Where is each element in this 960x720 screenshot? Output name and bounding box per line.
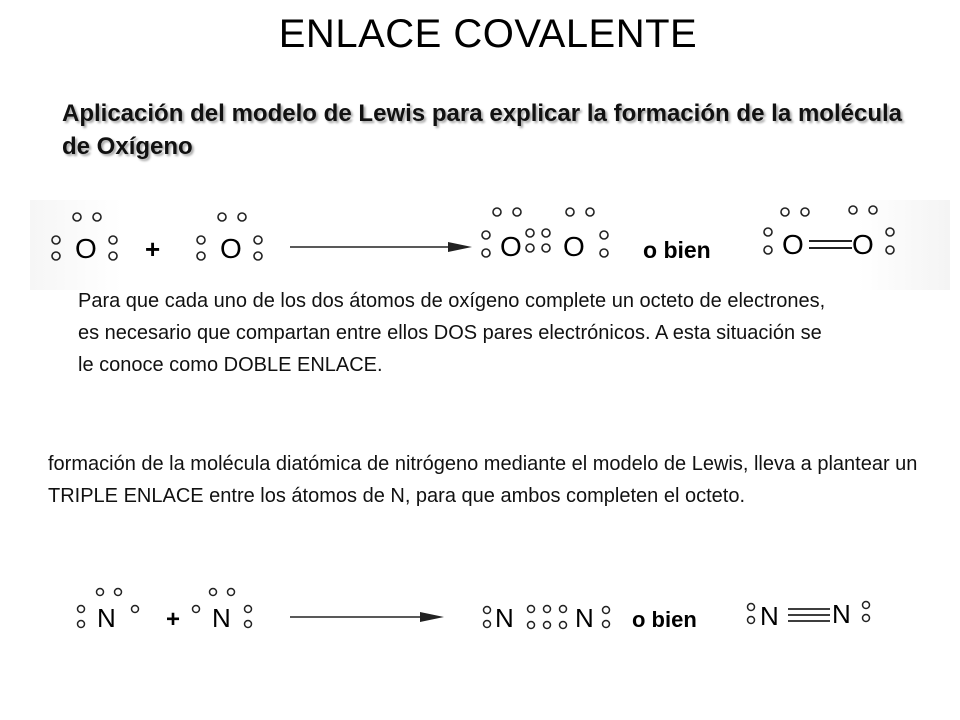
product-nitrogen-right: N bbox=[575, 603, 594, 633]
alt-nitrogen-left: N bbox=[760, 601, 779, 631]
page-title: ENLACE COVALENTE bbox=[278, 12, 698, 56]
product-nitrogen-left: N bbox=[495, 603, 514, 633]
oxygen-lewis-diagram bbox=[0, 185, 960, 295]
product-oxygen-right: O bbox=[563, 231, 585, 262]
plus-sign-nitrogen: + bbox=[166, 606, 181, 633]
plus-sign: + bbox=[145, 234, 161, 264]
nitrogen-atom-1: N bbox=[97, 603, 116, 633]
alternative-label-nitrogen: o bien bbox=[632, 607, 697, 632]
nitrogen-lewis-diagram bbox=[0, 575, 960, 650]
alt-nitrogen-right: N bbox=[832, 599, 851, 629]
nitrogen-atom-2: N bbox=[212, 603, 231, 633]
oxygen-atom-2: O bbox=[220, 233, 242, 264]
double-bond bbox=[809, 241, 852, 248]
reaction-arrow-nitrogen bbox=[290, 612, 444, 622]
oxygen-atom-1: O bbox=[75, 233, 97, 264]
subtitle: Aplicación del modelo de Lewis para explicar la formación de la molécula de Oxígeno bbox=[62, 100, 902, 160]
reaction-arrow bbox=[290, 242, 472, 252]
alternative-label: o bien bbox=[643, 237, 711, 263]
alt-oxygen-left: O bbox=[782, 229, 804, 260]
oxygen-explanation: Para que cada uno de los dos átomos de oxígeno complete un octeto de electrones, es necesario que compartan entre ellos DOS pares electrónicos. A esta situación se le conoce como DOBLE ENLACE. bbox=[78, 290, 826, 376]
nitrogen-explanation: formación de la molécula diatómica de nitrógeno mediante el modelo de Lewis, lleva a plantear un TRIPLE ENLACE entre los átomos de N, para que ambos completen el octeto. bbox=[48, 453, 918, 507]
product-oxygen-left: O bbox=[500, 231, 522, 262]
alt-oxygen-right: O bbox=[852, 229, 874, 260]
triple-bond bbox=[788, 609, 830, 621]
